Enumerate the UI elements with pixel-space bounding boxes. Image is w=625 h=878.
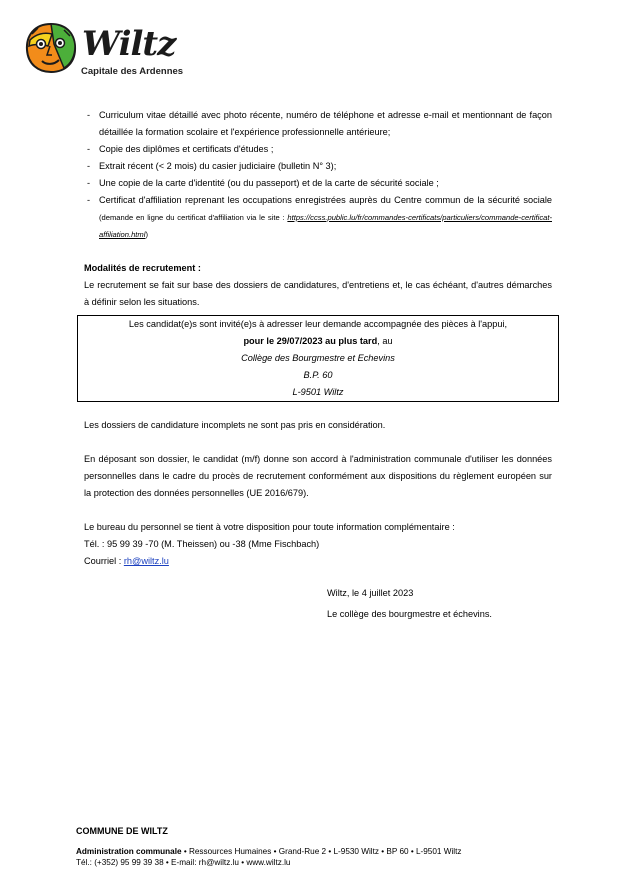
list-item: - Curriculum vitae détaillé avec photo récente, numéro de téléphone et adresse e-mail et mentionnant de façon détaillée la formation scolaire et l'expérience professionnelle antérieure; bbox=[84, 107, 552, 141]
logo-wordmark: Wiltz bbox=[82, 24, 176, 64]
wiltz-logo bbox=[24, 22, 184, 82]
recruitment-text: Le recrutement se fait sur base des dossiers de candidatures, d'entretiens et, le cas échéant, d'autres démarches à définir selon les situations. bbox=[84, 280, 552, 307]
affiliation-link[interactable]: https://ccss.public.lu/fr/commandes-certificats/particuliers/commande-certificat-affiliation.html bbox=[99, 213, 552, 239]
documents-list bbox=[84, 107, 552, 243]
list-item: - Extrait récent (< 2 mois) du casier judiciaire (bulletin N° 3); bbox=[84, 158, 552, 175]
deadline: pour le 29/07/2023 au plus tard bbox=[243, 336, 378, 346]
incomplete-notice: Les dossiers de candidature incomplets ne sont pas pris en considération. bbox=[84, 420, 386, 430]
letter-body bbox=[84, 107, 552, 623]
signature-date: Wiltz, le 4 juillet 2023 bbox=[327, 588, 414, 598]
wiltz-face-icon bbox=[24, 22, 78, 74]
recipient: Collège des Bourgmestre et Echevins bbox=[241, 353, 395, 363]
logo-subtitle: Capitale des Ardennes bbox=[81, 66, 184, 77]
signature-text: Le collège des bourgmestre et échevins. bbox=[327, 609, 492, 619]
mail-link[interactable]: rh@wiltz.lu bbox=[123, 556, 169, 566]
footer-address: Administration communale • Ressources Humaines • Grand-Rue 2 • L-9530 Wiltz • BP 60 • L-9501 Wiltz bbox=[76, 847, 462, 856]
box-line: Les candidat(e)s sont invité(e)s à adresser leur demande accompagnée des pièces à l'appui, bbox=[128, 319, 508, 329]
postbox: B.P. 60 bbox=[303, 370, 333, 380]
deadline-line: pour le 29/07/2023 au plus tard, au bbox=[243, 336, 393, 346]
small-note: (demande en ligne du certificat d'affiliation via le site : bbox=[99, 213, 288, 222]
contact-intro: Le bureau du personnel se tient à votre disposition pour toute information complémentaire : bbox=[84, 522, 455, 532]
footer-org: COMMUNE DE WILTZ bbox=[76, 826, 168, 836]
submission-box bbox=[77, 315, 559, 402]
list-item: - Une copie de la carte d'identité (ou du passeport) et de la carte de sécurité sociale ; bbox=[84, 175, 552, 192]
city: L-9501 Wiltz bbox=[292, 387, 344, 397]
page-footer bbox=[76, 826, 576, 868]
gdpr-text: En déposant son dossier, le candidat (m/f) donne son accord à l'administration communale d'utiliser les données personnelles dans le cadre du procès de recrutement conformément aux dispositions du règlement européen sur la protection des données personnelles (UE 2016/679). bbox=[84, 454, 552, 498]
list-item: - Copie des diplômes et certificats d'études ; bbox=[84, 141, 552, 158]
footer-contact: Tél.: (+352) 95 99 39 38 • E-mail: rh@wiltz.lu • www.wiltz.lu bbox=[76, 858, 291, 867]
list-item: - Certificat d'affiliation reprenant les occupations enregistrées auprès du Centre commun de la sécurité sociale (demande en ligne du certificat d'affiliation via le site : https://ccss.public.lu/fr/commandes-certificats/particuliers/commande-certificat-affiliation.html) bbox=[84, 192, 552, 243]
contact-mail: Courriel : rh@wiltz.lu bbox=[84, 556, 169, 566]
recruitment-heading: Modalités de recrutement : bbox=[84, 263, 201, 273]
contact-phone: Tél. : 95 99 39 -70 (M. Theissen) ou -38 (Mme Fischbach) bbox=[84, 539, 320, 549]
